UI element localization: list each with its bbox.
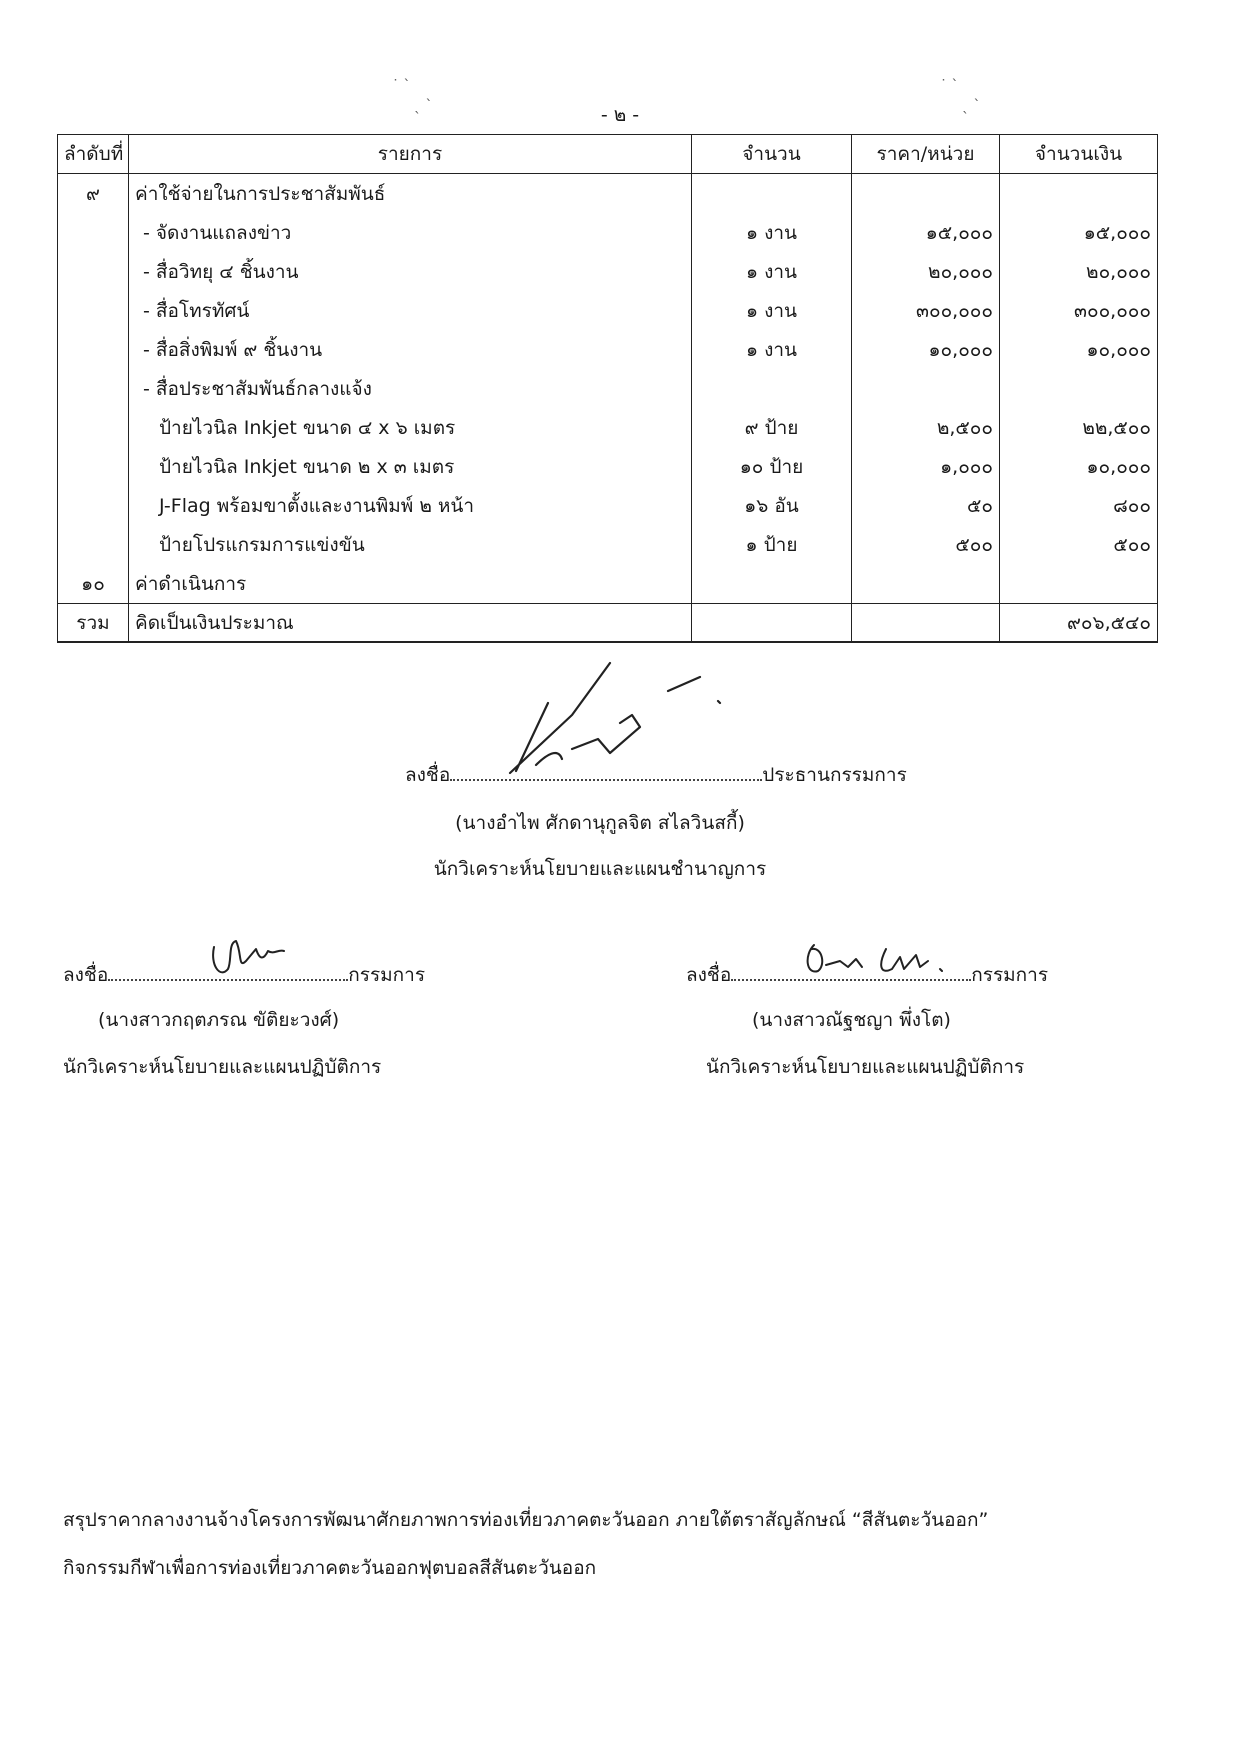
table-row	[58, 525, 1158, 564]
member-right-position: นักวิเคราะห์นโยบายและแผนปฏิบัติการ	[706, 1056, 1025, 1078]
row-number	[58, 486, 129, 525]
summary-line-1: สรุปราคากลางงานจ้างโครงการพัฒนาศักยภาพการท่องเที่ยวภาคตะวันออก ภายใต้ตราสัญลักษณ์ “สีสันตะวันออก”	[63, 1509, 989, 1531]
row-item: - สื่อโทรทัศน์	[129, 291, 692, 330]
row-number	[58, 369, 129, 408]
row-unit-price: ๕๐๐	[852, 525, 1000, 564]
scan-speck: ˙ ˋ	[392, 78, 411, 94]
signature-role: กรรมการ	[348, 964, 426, 986]
total-label: รวม	[58, 604, 129, 643]
row-item: ค่าใช้จ่ายในการประชาสัมพันธ์	[129, 174, 692, 214]
scan-speck: ˎ ˋ	[962, 98, 981, 114]
row-item: ป้ายไวนิล Inkjet ขนาด ๒ x ๓ เมตร	[129, 447, 692, 486]
row-item: - จัดงานแถลงข่าว	[129, 213, 692, 252]
column-header-item: รายการ	[129, 135, 692, 174]
row-amount: ๒๒,๕๐๐	[1000, 408, 1158, 447]
total-amount: ๙๐๖,๕๔๐	[1000, 604, 1158, 643]
column-header-amount: จำนวนเงิน	[1000, 135, 1158, 174]
row-quantity: ๙ ป้าย	[692, 408, 852, 447]
total-unit	[852, 604, 1000, 643]
row-number	[58, 213, 129, 252]
row-amount	[1000, 564, 1158, 604]
column-header-no: ลำดับที่	[58, 135, 129, 174]
scan-speck: ˎ ˋ	[414, 98, 433, 114]
row-quantity: ๑ งาน	[692, 213, 852, 252]
chair-handwritten-signature	[500, 655, 730, 780]
table-row	[58, 252, 1158, 291]
row-unit-price: ๓๐๐,๐๐๐	[852, 291, 1000, 330]
member-left-name: (นางสาวกฤตภรณ ขัติยะวงศ์)	[98, 1009, 340, 1031]
row-item: - สื่อสิ่งพิมพ์ ๙ ชิ้นงาน	[129, 330, 692, 369]
signature-role: ประธานกรรมการ	[762, 764, 907, 786]
row-unit-price: ๑๐,๐๐๐	[852, 330, 1000, 369]
row-quantity: ๑๖ อัน	[692, 486, 852, 525]
row-number	[58, 447, 129, 486]
member-left-handwritten-signature	[208, 935, 288, 985]
row-unit-price: ๑,๐๐๐	[852, 447, 1000, 486]
table-row	[58, 213, 1158, 252]
row-amount: ๓๐๐,๐๐๐	[1000, 291, 1158, 330]
signature-role: กรรมการ	[971, 964, 1049, 986]
row-amount: ๕๐๐	[1000, 525, 1158, 564]
row-item: ป้ายโปรแกรมการแข่งขัน	[129, 525, 692, 564]
chair-position: นักวิเคราะห์นโยบายและแผนชำนาญการ	[433, 858, 767, 880]
row-number: ๑๐	[58, 564, 129, 604]
total-item: คิดเป็นเงินประมาณ	[129, 604, 692, 643]
table-row	[58, 447, 1158, 486]
table-row	[58, 369, 1158, 408]
row-item: - สื่อวิทยุ ๔ ชิ้นงาน	[129, 252, 692, 291]
total-row	[58, 604, 1158, 643]
row-quantity: ๑ งาน	[692, 291, 852, 330]
row-number	[58, 291, 129, 330]
row-item: ค่าดำเนินการ	[129, 564, 692, 604]
sign-prefix: ลงชื่อ	[405, 764, 451, 786]
row-quantity	[692, 369, 852, 408]
table-body	[58, 174, 1158, 604]
row-amount: ๘๐๐	[1000, 486, 1158, 525]
page-number: - ๒ -	[600, 104, 640, 126]
table-row	[58, 408, 1158, 447]
row-amount: ๑๕,๐๐๐	[1000, 213, 1158, 252]
summary-line-2: กิจกรรมกีฬาเพื่อการท่องเที่ยวภาคตะวันออกฟุตบอลสีสันตะวันออก	[63, 1557, 597, 1579]
row-number	[58, 525, 129, 564]
table-row	[58, 486, 1158, 525]
row-amount: ๑๐,๐๐๐	[1000, 447, 1158, 486]
table-row	[58, 564, 1158, 604]
row-quantity	[692, 174, 852, 214]
scan-speck: ˙ ˋ	[940, 78, 959, 94]
row-unit-price: ๑๕,๐๐๐	[852, 213, 1000, 252]
cost-table	[57, 134, 1158, 643]
row-unit-price	[852, 564, 1000, 604]
row-unit-price	[852, 369, 1000, 408]
column-header-qty: จำนวน	[692, 135, 852, 174]
row-number	[58, 330, 129, 369]
row-unit-price: ๒๐,๐๐๐	[852, 252, 1000, 291]
row-item: J-Flag พร้อมขาตั้งและงานพิมพ์ ๒ หน้า	[129, 486, 692, 525]
table-row	[58, 174, 1158, 214]
table-header-row	[58, 135, 1158, 174]
row-item: ป้ายไวนิล Inkjet ขนาด ๔ x ๖ เมตร	[129, 408, 692, 447]
table-row	[58, 330, 1158, 369]
row-unit-price: ๒,๕๐๐	[852, 408, 1000, 447]
row-number	[58, 252, 129, 291]
sign-prefix: ลงชื่อ	[686, 964, 732, 986]
row-quantity: ๑ งาน	[692, 252, 852, 291]
member-right-handwritten-signature	[800, 935, 950, 985]
column-header-unit-price: ราคา/หน่วย	[852, 135, 1000, 174]
row-number: ๙	[58, 174, 129, 214]
row-unit-price: ๕๐	[852, 486, 1000, 525]
sign-prefix: ลงชื่อ	[63, 964, 109, 986]
row-amount	[1000, 369, 1158, 408]
row-quantity: ๑๐ ป้าย	[692, 447, 852, 486]
table-row	[58, 291, 1158, 330]
chair-name: (นางอำไพ ศักดานุกูลจิต สไลวินสกี้)	[455, 812, 745, 834]
member-left-position: นักวิเคราะห์นโยบายและแผนปฏิบัติการ	[63, 1056, 382, 1078]
total-qty	[692, 604, 852, 643]
row-amount: ๑๐,๐๐๐	[1000, 330, 1158, 369]
row-quantity	[692, 564, 852, 604]
row-number	[58, 408, 129, 447]
row-amount	[1000, 174, 1158, 214]
row-amount: ๒๐,๐๐๐	[1000, 252, 1158, 291]
member-right-name: (นางสาวณัฐชญา พึ่งโต)	[752, 1009, 951, 1031]
row-quantity: ๑ งาน	[692, 330, 852, 369]
row-unit-price	[852, 174, 1000, 214]
row-item: - สื่อประชาสัมพันธ์กลางแจ้ง	[129, 369, 692, 408]
row-quantity: ๑ ป้าย	[692, 525, 852, 564]
